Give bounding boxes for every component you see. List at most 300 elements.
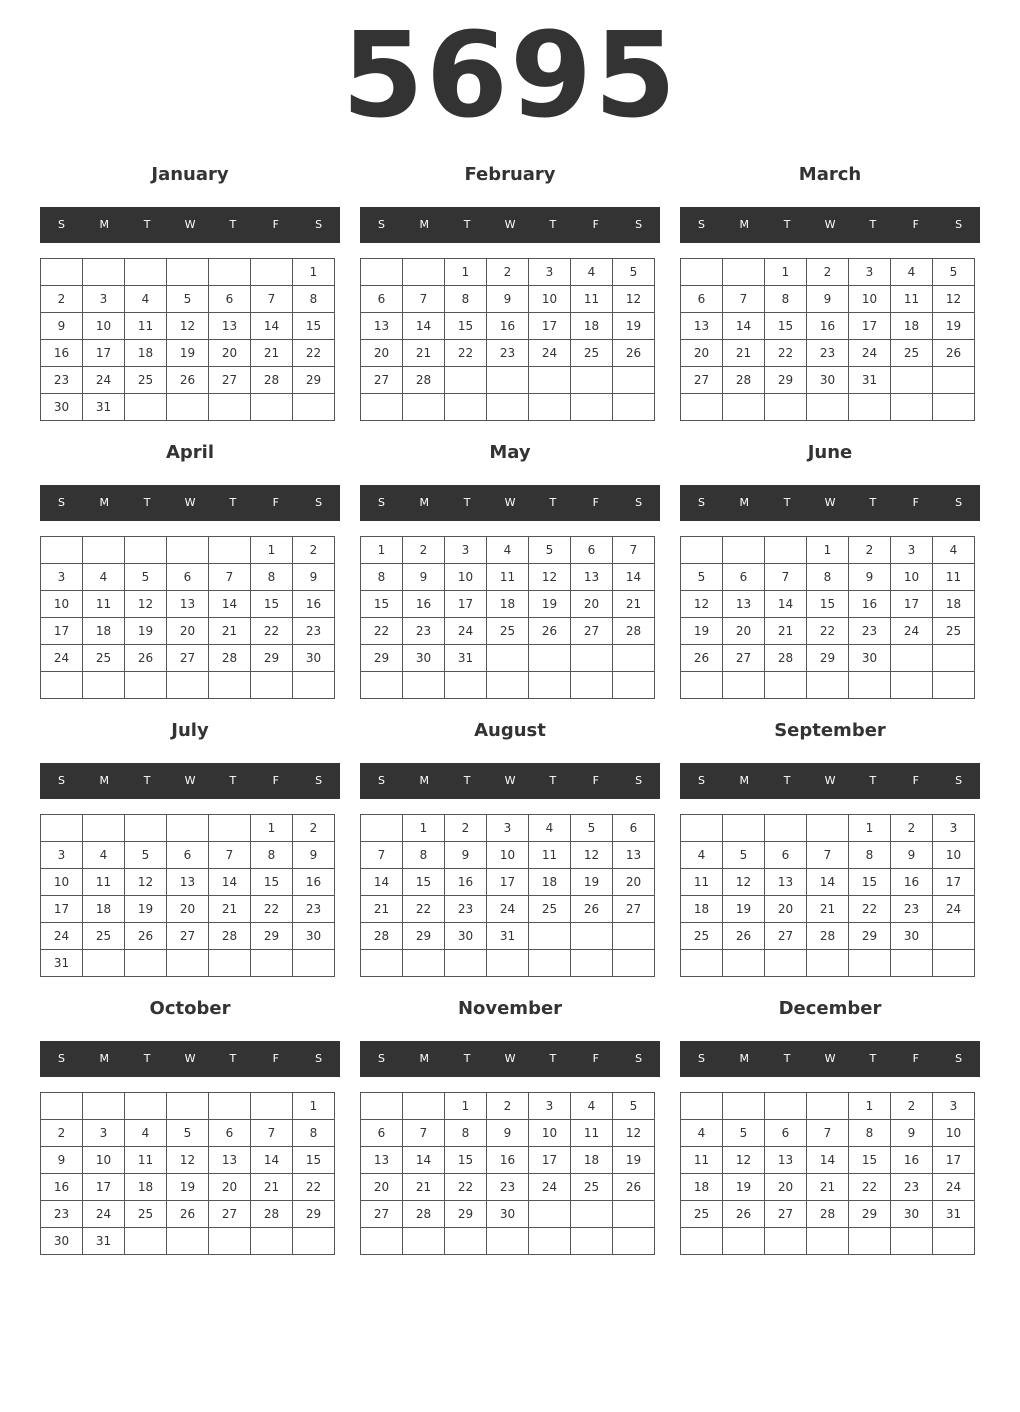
day-cell: 3: [83, 1120, 125, 1147]
day-cell: 14: [361, 869, 403, 896]
day-cell: [487, 950, 529, 977]
day-cell: 30: [487, 1201, 529, 1228]
day-cell: [613, 1201, 655, 1228]
day-cell: 8: [251, 564, 293, 591]
day-cell: 21: [807, 1174, 849, 1201]
day-cell: 4: [891, 259, 933, 286]
weekday-label: F: [272, 774, 279, 787]
day-cell: 20: [613, 869, 655, 896]
weekday-label: W: [824, 1052, 836, 1065]
day-cell: 17: [529, 313, 571, 340]
weekday-label: M: [419, 1052, 430, 1065]
day-cell: 22: [293, 1174, 335, 1201]
day-cell: [765, 537, 807, 564]
day-cell: [891, 367, 933, 394]
day-cell: [723, 815, 765, 842]
day-cell: 21: [765, 618, 807, 645]
day-cell: 24: [83, 1201, 125, 1228]
day-cell: 21: [403, 340, 445, 367]
day-cell: 16: [293, 869, 335, 896]
day-cell: 23: [293, 618, 335, 645]
day-cell: 27: [209, 1201, 251, 1228]
week-row: [41, 286, 335, 313]
day-cell: 6: [167, 842, 209, 869]
day-cell: 27: [765, 1201, 807, 1228]
day-cell: 25: [125, 1201, 167, 1228]
day-cell: 10: [933, 842, 975, 869]
day-cell: 5: [125, 842, 167, 869]
day-cell: 25: [571, 1174, 613, 1201]
weekday-label: T: [143, 774, 151, 787]
day-cell: 22: [403, 896, 445, 923]
day-cell: 3: [933, 815, 975, 842]
day-cell: 21: [209, 896, 251, 923]
day-cell: [723, 672, 765, 699]
week-row: [681, 591, 975, 618]
day-cell: [445, 367, 487, 394]
day-cell: 14: [765, 591, 807, 618]
day-cell: 31: [41, 950, 83, 977]
weekday-label: M: [99, 496, 110, 509]
day-cell: 11: [83, 591, 125, 618]
day-cell: [445, 672, 487, 699]
day-cell: 21: [209, 618, 251, 645]
day-cell: 23: [293, 896, 335, 923]
day-cell: [681, 537, 723, 564]
day-cell: [487, 1228, 529, 1255]
week-row: [681, 1201, 975, 1228]
day-cell: 27: [571, 618, 613, 645]
month-name: November: [457, 998, 563, 1019]
day-cell: 10: [445, 564, 487, 591]
day-cell: [41, 537, 83, 564]
month-february: [360, 160, 660, 387]
day-cell: 19: [167, 1174, 209, 1201]
day-cell: 18: [933, 591, 975, 618]
week-row: [41, 537, 335, 564]
day-cell: [403, 950, 445, 977]
week-row: [361, 313, 655, 340]
day-cell: [571, 672, 613, 699]
day-cell: 1: [251, 537, 293, 564]
weekday-header: [360, 207, 660, 243]
day-cell: 5: [167, 286, 209, 313]
month-april: [40, 438, 340, 665]
week-row: [361, 259, 655, 286]
day-cell: 13: [361, 1147, 403, 1174]
week-row: [41, 1147, 335, 1174]
day-cell: 7: [361, 842, 403, 869]
day-cell: 3: [83, 286, 125, 313]
day-cell: [807, 394, 849, 421]
weekday-label: S: [315, 218, 323, 231]
day-cell: 29: [293, 1201, 335, 1228]
day-cell: [681, 950, 723, 977]
month-name: March: [798, 164, 862, 185]
day-cell: 29: [361, 645, 403, 672]
week-row: [681, 842, 975, 869]
week-row: [41, 340, 335, 367]
day-cell: 12: [723, 1147, 765, 1174]
day-cell: 14: [209, 869, 251, 896]
day-cell: 30: [849, 645, 891, 672]
day-cell: 27: [209, 367, 251, 394]
weekday-header: [680, 1041, 980, 1077]
day-cell: [445, 394, 487, 421]
week-row: [681, 645, 975, 672]
weekday-label: T: [549, 218, 557, 231]
day-cell: 21: [403, 1174, 445, 1201]
weekday-label: S: [315, 1052, 323, 1065]
day-cell: 15: [765, 313, 807, 340]
day-cell: [251, 394, 293, 421]
day-cell: [723, 394, 765, 421]
day-cell: 14: [807, 1147, 849, 1174]
week-row: [361, 1201, 655, 1228]
day-cell: 5: [529, 537, 571, 564]
day-cell: 23: [487, 340, 529, 367]
day-cell: [251, 1228, 293, 1255]
week-row: [41, 367, 335, 394]
weekday-label: F: [912, 218, 919, 231]
day-cell: 6: [361, 1120, 403, 1147]
day-cell: 19: [613, 313, 655, 340]
week-row: [681, 869, 975, 896]
day-cell: 26: [613, 340, 655, 367]
day-cell: [167, 537, 209, 564]
day-cell: [209, 950, 251, 977]
day-cell: 2: [41, 1120, 83, 1147]
week-row: [41, 1174, 335, 1201]
day-cell: 25: [681, 1201, 723, 1228]
day-cell: 9: [293, 564, 335, 591]
day-cell: 15: [403, 869, 445, 896]
day-cell: 15: [251, 591, 293, 618]
day-cell: [723, 1093, 765, 1120]
weekday-label: M: [419, 774, 430, 787]
weekday-label: M: [739, 774, 750, 787]
weekday-label: T: [783, 496, 791, 509]
day-cell: 7: [807, 842, 849, 869]
day-cell: [41, 1093, 83, 1120]
day-cell: 9: [487, 1120, 529, 1147]
day-cell: [251, 1093, 293, 1120]
day-cell: 9: [403, 564, 445, 591]
day-cell: 30: [41, 1228, 83, 1255]
day-cell: 8: [293, 1120, 335, 1147]
day-cell: [571, 923, 613, 950]
day-cell: [807, 815, 849, 842]
weekday-label: T: [143, 1052, 151, 1065]
day-cell: [849, 950, 891, 977]
week-row: [361, 394, 655, 421]
day-cell: 2: [807, 259, 849, 286]
day-cell: [891, 394, 933, 421]
weekday-label: W: [184, 774, 196, 787]
day-cell: 28: [613, 618, 655, 645]
day-cell: 23: [891, 896, 933, 923]
day-cell: [613, 367, 655, 394]
day-cell: 21: [807, 896, 849, 923]
day-cell: 30: [807, 367, 849, 394]
day-cell: 1: [403, 815, 445, 842]
day-cell: 6: [765, 842, 807, 869]
day-cell: [41, 259, 83, 286]
weekday-label: T: [143, 496, 151, 509]
month-name: May: [489, 442, 531, 463]
day-cell: 10: [529, 286, 571, 313]
day-cell: 27: [361, 1201, 403, 1228]
day-cell: 24: [487, 896, 529, 923]
weekday-label: S: [697, 774, 705, 787]
day-cell: [891, 950, 933, 977]
day-cell: 27: [681, 367, 723, 394]
day-cell: [487, 672, 529, 699]
day-cell: 7: [723, 286, 765, 313]
month-november: [360, 994, 660, 1221]
weekday-label: T: [463, 774, 471, 787]
week-row: [681, 950, 975, 977]
weekday-label: F: [592, 218, 599, 231]
day-cell: 24: [849, 340, 891, 367]
day-cell: 26: [613, 1174, 655, 1201]
week-row: [361, 591, 655, 618]
week-row: [681, 672, 975, 699]
month-name: October: [149, 998, 231, 1019]
day-cell: 25: [681, 923, 723, 950]
day-cell: [571, 1201, 613, 1228]
day-cell: 9: [891, 1120, 933, 1147]
day-cell: 5: [613, 1093, 655, 1120]
day-cell: 29: [765, 367, 807, 394]
day-cell: 29: [251, 923, 293, 950]
day-cell: [125, 672, 167, 699]
day-cell: 16: [293, 591, 335, 618]
day-cell: 10: [487, 842, 529, 869]
day-cell: 28: [723, 367, 765, 394]
week-row: [41, 564, 335, 591]
day-cell: 22: [445, 340, 487, 367]
day-cell: 21: [251, 1174, 293, 1201]
day-cell: 30: [293, 645, 335, 672]
week-row: [681, 340, 975, 367]
weekday-label: S: [57, 1052, 65, 1065]
day-cell: 1: [293, 259, 335, 286]
day-cell: 17: [83, 340, 125, 367]
day-cell: [933, 1228, 975, 1255]
week-row: [681, 1120, 975, 1147]
day-cell: [891, 1228, 933, 1255]
day-cell: [209, 1228, 251, 1255]
day-cell: 16: [807, 313, 849, 340]
day-cell: 28: [403, 367, 445, 394]
weekday-label: T: [143, 218, 151, 231]
day-cell: [529, 1228, 571, 1255]
day-cell: 17: [487, 869, 529, 896]
day-cell: 11: [933, 564, 975, 591]
weekday-label: T: [783, 218, 791, 231]
day-cell: [125, 1093, 167, 1120]
day-cell: 27: [765, 923, 807, 950]
month-name: August: [474, 720, 546, 741]
weekday-label: S: [635, 774, 643, 787]
week-row: [41, 1093, 335, 1120]
weekday-label: S: [57, 774, 65, 787]
day-cell: 16: [41, 1174, 83, 1201]
weekday-label: T: [783, 774, 791, 787]
day-cell: 11: [529, 842, 571, 869]
day-cell: 11: [83, 869, 125, 896]
week-row: [361, 672, 655, 699]
day-cell: 9: [41, 313, 83, 340]
day-cell: 21: [361, 896, 403, 923]
month-name: April: [165, 442, 215, 463]
day-cell: 15: [293, 1147, 335, 1174]
day-cell: 5: [723, 1120, 765, 1147]
week-row: [681, 564, 975, 591]
week-row: [361, 842, 655, 869]
day-cell: 21: [613, 591, 655, 618]
week-row: [361, 869, 655, 896]
day-cell: 30: [891, 923, 933, 950]
week-row: [681, 537, 975, 564]
day-cell: [83, 537, 125, 564]
day-cell: 1: [445, 259, 487, 286]
day-cell: [681, 815, 723, 842]
day-cell: 28: [403, 1201, 445, 1228]
weekday-label: M: [99, 218, 110, 231]
day-cell: 9: [807, 286, 849, 313]
day-cell: 24: [445, 618, 487, 645]
day-cell: 19: [613, 1147, 655, 1174]
day-cell: [529, 950, 571, 977]
day-cell: [167, 394, 209, 421]
day-cell: 25: [487, 618, 529, 645]
day-cell: [529, 1201, 571, 1228]
day-cell: [293, 1228, 335, 1255]
day-cell: [807, 1093, 849, 1120]
week-row: [41, 672, 335, 699]
day-cell: 29: [403, 923, 445, 950]
day-cell: 8: [849, 1120, 891, 1147]
day-cell: 4: [529, 815, 571, 842]
day-cell: 2: [403, 537, 445, 564]
day-cell: 4: [933, 537, 975, 564]
weekday-label: T: [229, 1052, 237, 1065]
weekday-label: F: [592, 774, 599, 787]
day-cell: [83, 259, 125, 286]
day-cell: [361, 950, 403, 977]
weekday-label: M: [419, 218, 430, 231]
week-row: [41, 313, 335, 340]
day-cell: 6: [209, 1120, 251, 1147]
day-cell: 5: [125, 564, 167, 591]
day-cell: [293, 950, 335, 977]
day-cell: [849, 394, 891, 421]
day-cell: 29: [849, 923, 891, 950]
week-row: [41, 618, 335, 645]
day-cell: [723, 950, 765, 977]
week-row: [361, 1174, 655, 1201]
day-cell: [361, 815, 403, 842]
day-cell: [209, 259, 251, 286]
day-cell: 2: [891, 815, 933, 842]
day-cell: [403, 672, 445, 699]
day-cell: 18: [571, 313, 613, 340]
day-cell: 16: [891, 1147, 933, 1174]
day-cell: 12: [613, 1120, 655, 1147]
day-cell: 30: [891, 1201, 933, 1228]
day-cell: 26: [125, 923, 167, 950]
day-cell: 4: [571, 1093, 613, 1120]
day-cell: 2: [487, 259, 529, 286]
day-cell: 15: [445, 313, 487, 340]
day-cell: 28: [251, 1201, 293, 1228]
day-cell: 3: [41, 842, 83, 869]
week-row: [681, 1174, 975, 1201]
day-cell: 4: [125, 286, 167, 313]
day-cell: 31: [933, 1201, 975, 1228]
day-cell: [209, 672, 251, 699]
day-cell: 10: [41, 869, 83, 896]
day-cell: 21: [251, 340, 293, 367]
day-cell: [445, 950, 487, 977]
day-cell: 1: [251, 815, 293, 842]
day-cell: 17: [83, 1174, 125, 1201]
day-cell: [167, 1093, 209, 1120]
day-cell: 28: [807, 1201, 849, 1228]
weekday-header: [40, 763, 340, 799]
weekday-label: T: [463, 496, 471, 509]
day-cell: [807, 950, 849, 977]
day-cell: 23: [807, 340, 849, 367]
day-cell: 23: [445, 896, 487, 923]
day-cell: 7: [251, 1120, 293, 1147]
day-cell: [613, 394, 655, 421]
month-december: [680, 994, 980, 1221]
week-row: [681, 896, 975, 923]
day-cell: 16: [41, 340, 83, 367]
day-cell: 13: [723, 591, 765, 618]
weekday-label: W: [824, 496, 836, 509]
day-cell: 14: [251, 313, 293, 340]
day-cell: 8: [251, 842, 293, 869]
day-cell: 12: [723, 869, 765, 896]
day-cell: 6: [167, 564, 209, 591]
week-row: [361, 815, 655, 842]
day-cell: [723, 1228, 765, 1255]
day-grid: [40, 814, 335, 977]
weekday-label: T: [229, 496, 237, 509]
day-cell: 11: [571, 286, 613, 313]
day-cell: 12: [681, 591, 723, 618]
day-cell: [403, 394, 445, 421]
day-cell: 8: [403, 842, 445, 869]
week-row: [361, 1120, 655, 1147]
day-cell: 19: [125, 618, 167, 645]
day-cell: 29: [445, 1201, 487, 1228]
day-cell: [765, 394, 807, 421]
year-title: 5695: [341, 6, 679, 144]
day-cell: [125, 394, 167, 421]
day-cell: 23: [849, 618, 891, 645]
day-cell: [361, 1093, 403, 1120]
day-cell: 20: [361, 1174, 403, 1201]
day-cell: [529, 672, 571, 699]
month-name: September: [774, 720, 886, 741]
day-cell: 20: [765, 1174, 807, 1201]
weekday-label: T: [229, 218, 237, 231]
